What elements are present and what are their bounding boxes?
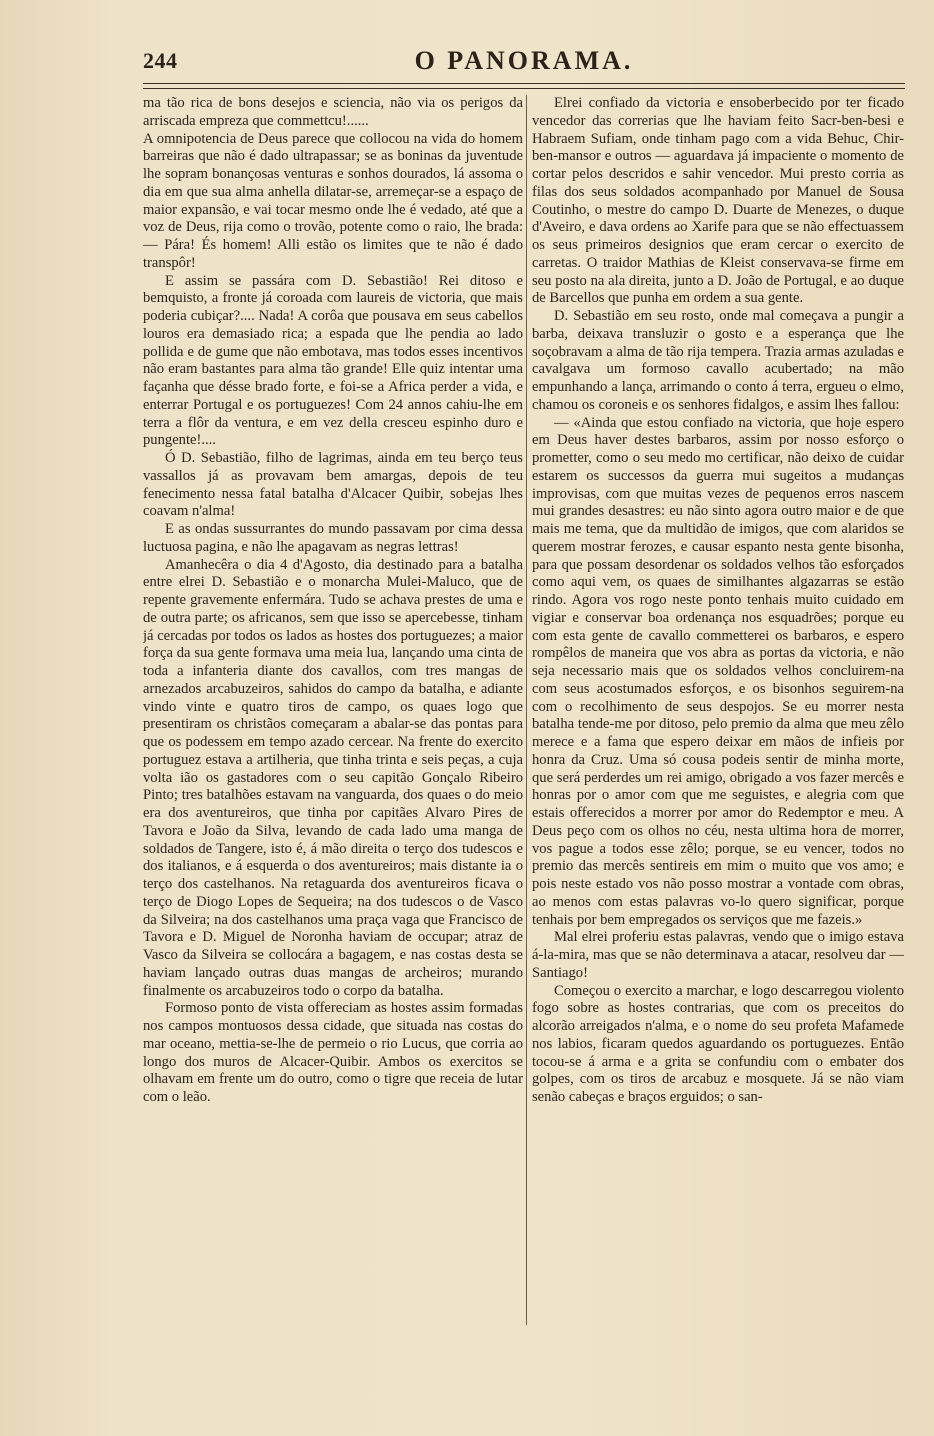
paragraph: Ó D. Sebastião, filho de lagrimas, ainda em teu berço teus vassallos já as provavam bem amargas, depois de teu fenecimento nessa fatal batalha d'Alcacer Quibir, sobejas lhes coavam n'alma! — [143, 450, 523, 520]
page-header — [143, 44, 905, 80]
paragraph: Começou o exercito a marchar, e logo descarregou violento fogo sobre as hostes contrarias, que com os preceitos do alcorão arreigados n'alma, e o nome do seu profeta Mafamede nos labios, ficaram quedos aguardando os portuguezes. Então tocou-se á arma e a grita se confundiu com o embater dos golpes, com os tiros de arcabuz e mosquete. Já se não viam senão cabeças e braços erguidos; o san- — [532, 982, 904, 1105]
paragraph: E as ondas sussurrantes do mundo passavam por cima dessa luctuosa pagina, e não lhe apagavam as negras lettras! — [143, 521, 523, 555]
column-divider — [526, 95, 527, 1325]
left-column — [143, 95, 523, 1335]
paragraph: E assim se passára com D. Sebastião! Rei ditoso e bemquisto, a fronte já coroada com laureis de victoria, que mais poderia cubiçar?.... Nada! A corôa que pousava em seus cabellos louros era demasiado rica; a espada que lhe pendia ao lado pollida e de gume que não embotava, mas todos esses incentivos não eram bastantes para alma tão grande! Elle quiz intentar uma façanha que désse brado forte, e foi-se a Africa perder a vida, e enterrar Portugal e os portuguezes! Com 24 annos cahiu-lhe em terra a flôr da ventura, e em vez della cresceu espinho duro e pungente!.... — [143, 272, 523, 449]
paragraph: — «Ainda que estou confiado na victoria, que hoje espero em Deus haver destes barbaros, assim por nosso esforço o prometter, como o seu medo mo certificar, não deixo de cuidar estarem os successos da guerra mui sugeitos a mudanças improvisas, com que muitas vezes de pequenos erros nascem mui grandes desastres: eu não sinto agora outro maior e de que mais me tema, que da multidão de imigos, que com alaridos se querem mostrar ferozes, e causar espanto nesta gente bisonha, para que possam desordenar os soldados velhos tão esforçados como aqui vem, os quaes de similhantes algazarras se estão rindo. Agora vos rogo neste ponto tenhais muito cuidado em vigiar e conservar boa ordenança nos esquadrões; porque eu com esta gente de cavallo commetterei os barbaros, e espero rompêlos de maneira que vos abra as portas da victoria, e não seja necessario mais que os soldados velhos concluirem-na com seus acostumados esforços, e os bisonhos seguirem-na com o recolhimento de seus despojos. Se eu morrer nesta batalha tende-me por ditoso, pelo premio da alma que meu zêlo merece e a fama que espero deixar em mãos de infieis por honra da Cruz. Uma só cousa podeis sentir de minha morte, que será perderdes um rei amigo, obrigado a vos fazer mercês e honras por o amor com que me seguistes, e alegria com que estais offerecidos a morrer por amor do Redemptor e meu. A Deus peço com os olhos no céu, nesta ultima hora de morrer, vos pague a todos esse zêlo; porque, se eu vencer, todos no premio das mercês sentireis em mim o muito que vos amo; e pois neste estado vos não posso mostrar a vontade com obras, ao menos com estas palavras vo-lo quero significar, porque tenhais por bem empregados os serviços que me fazeis.» — [532, 414, 904, 928]
journal-title: O PANORAMA. — [414, 46, 634, 75]
header-rule — [143, 83, 905, 84]
paragraph: Amanhecêra o dia 4 d'Agosto, dia destinado para a batalha entre elrei D. Sebastião e o monarcha Mulei-Maluco, que de repente gravemente enfermára. Tudo se achava prestes de uma e de outra parte; os africanos, sem que isso se apercebesse, tinham já cercadas por todos os lados as hostes dos portuguezes; a maior força da sua gente formava uma meia lua, lançando uma cinta de toda a infanteria diante dos cavallos, com tres mangas de arnezados arcabuzeiros, sahidos do campo da batalha, e adiante vindo vinte e quatro tiros de campo, os quaes logo que presentiram os christãos começaram a abalar-se das pontas para que os podessem em tempo azado cercear. Na frente do exercito portuguez estava a artilheria, que tinha trinta e seis peças, a cuja volta ião os gastadores com o seu capitão Gonçalo Ribeiro Pinto; tres batalhões estavam na vanguarda, dos quaes o do meio era dos aventureiros, que tinha por capitães Alvaro Pires de Tavora e João da Silva, levando de cada lado uma manga de soldados de Tangere, isto é, á mão direita o terço dos tudescos e dos italianos, e á esquerda o dos aventureiros; mais distante ia o terço dos castelhanos. Na retaguarda dos aventureiros ficava o terço de Diogo Lopes de Sequeira; na dos tudescos o de Vasco da Silveira; na dos castelhanos uma praça vaga que Francisco de Tavora e D. Miguel de Noronha haviam de occupar; atraz de Vasco da Silveira se collocára a bagagem, e nas costas desta se haviam lançado outras duas mangas de archeiros; murando finalmente os arcabuzeiros todo o corpo da batalha. — [143, 556, 523, 999]
right-column — [532, 95, 904, 1335]
paragraph: D. Sebastião em seu rosto, onde mal começava a pungir a barba, deixava transluzir o gosto e a esperança que lhe soçobravam a alma de tão rija tempera. Trazia armas azuladas e cavalgava um formoso cavallo acubertado; na mão empunhando a lança, arrimando o conto á terra, ergueu o elmo, chamou os coroneis e os senhores fidalgos, e assim lhes fallou: — [532, 308, 904, 413]
paragraph: A omnipotencia de Deus parece que collocou na vida do homem barreiras que não é dado ultrapassar; se as boninas da juventude lhe sopram bonançosas venturas e sonhos dourados, lá assoma o dia em que sua alma anhella dilatar-se, arremeçar-se a espaço de maior expansão, e vai tocar mesmo onde lhe é vedado, até que a voz de Deus, rija como o trovão, potente como o raio, lhe brada: — Pára! És homem! Alli estão os limites que te não é dado transpôr! — [143, 130, 523, 271]
header-rule-thin — [143, 88, 905, 89]
paragraph: ma tão rica de bons desejos e sciencia, não via os perigos da arriscada empreza que commettcu!...... — [143, 95, 523, 129]
page-number: 244 — [143, 48, 178, 73]
paragraph: Formoso ponto de vista offereciam as hostes assim formadas nos campos montuosos dessa cidade, que situada nas costas do mar oceano, mettia-se-lhe de permeio o rio Lucus, que corria ao longo dos muros de Alcacer-Quibir. Ambos os exercitos se olhavam em frente um do outro, como o tigre que receia de lutar com o leão. — [143, 1000, 523, 1105]
paragraph: Elrei confiado da victoria e ensoberbecido por ter ficado vencedor das correrias que lhe haviam feito Sacr-ben-besi e Habraem Sufiam, onde tinham pago com a vida Behuc, Chir-ben-mansor e outros — aguardava já impaciente o momento de cortar pelos descridos e sahir vencedor. Mui presto corria as filas dos seus soldados acompanhado por Manuel de Sousa Coutinho, o mestre do campo D. Duarte de Menezes, o duque d'Aveiro, e dava ordens ao Xarife para que se não effectuassem os seus primeiros designios que eram cercar o exercito de carretas. O traidor Mathias de Kleist conservava-se firme em seu posto na ala direita, junto a D. João de Portugal, e ao duque de Barcellos que punha em ordem a sua gente. — [532, 95, 904, 307]
paragraph: Mal elrei proferiu estas palavras, vendo que o imigo estava á-la-mira, mas que se não determinava a atacar, resolveu dar — Santiago! — [532, 929, 904, 981]
